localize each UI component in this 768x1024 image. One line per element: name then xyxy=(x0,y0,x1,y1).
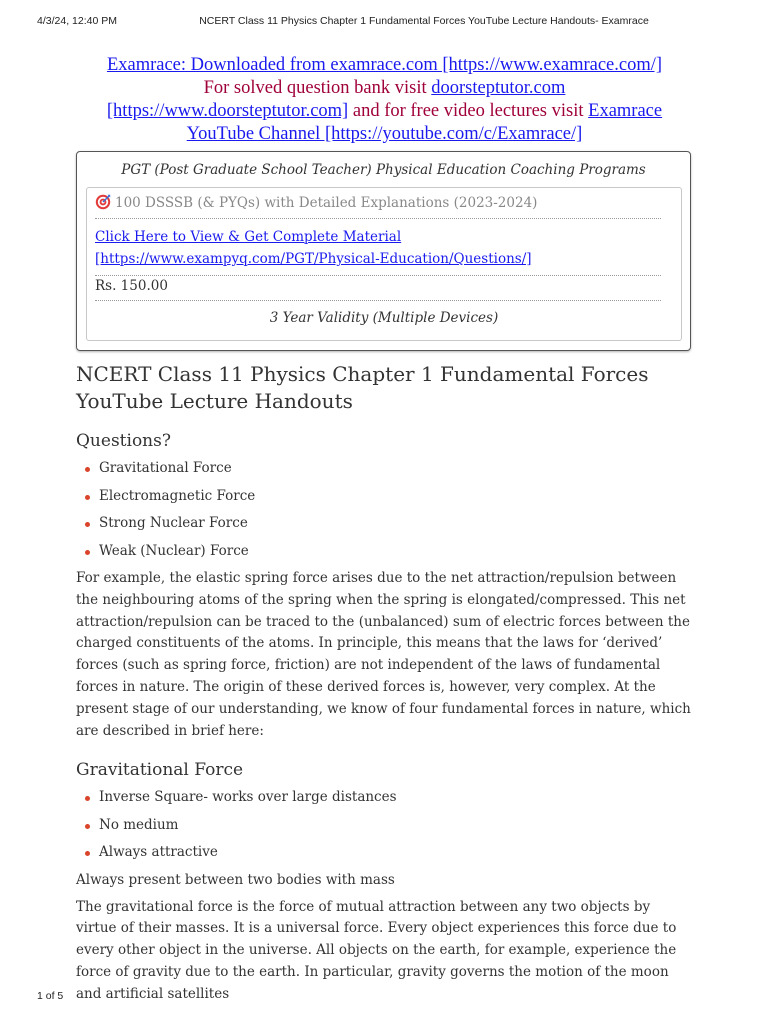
intro-paragraph: For example, the elastic spring force arises due to the net attraction/repulsion between the neighbouring atoms of the spring when the spring is elongated/compressed. This net attraction/repulsion can be traced to the (unbalanced) sum of electric forces between the charged constituents of the atoms. In principle, this means that the laws for ‘derived’ forces (such as spring force, friction) are not independent of the laws of fundamental forces in nature. The origin of these derived forces is, however, very complex. At the present stage of our understanding, we know of four fundamental forces in nature, which are described in brief here: xyxy=(76,570,691,739)
gravitational-force-heading: Gravitational Force xyxy=(76,760,244,781)
divider xyxy=(95,218,661,219)
gravity-points-list xyxy=(76,784,694,867)
list-item: Inverse Square- works over large distances xyxy=(76,784,694,812)
promo-validity: 3 Year Validity (Multiple Devices) xyxy=(269,310,499,326)
gravity-paragraph: The gravitational force is the force of mutual attraction between any two objects by virtue of their masses. It is a universal force. Every object experiences this force due to every other object in the universe. All objects on the earth, for example, experience the force of gravity due to the earth. In particular, gravity governs the motion of the moon and artificial satellites xyxy=(76,898,677,1002)
promo-card xyxy=(86,187,682,341)
examrace-youtube-link-start[interactable]: Examrace xyxy=(588,101,663,121)
promo-box xyxy=(76,151,691,351)
questions-heading: Questions? xyxy=(76,431,171,451)
list-item: Weak (Nuclear) Force xyxy=(76,538,694,566)
complete-material-link[interactable]: Click Here to View & Get Complete Material [https://www.exampyq.com/PGT/Physical-Education/Questions/] xyxy=(95,229,532,267)
question-bank-text: For solved question bank visit xyxy=(203,78,427,98)
divider xyxy=(95,300,661,301)
list-item: No medium xyxy=(76,812,694,840)
target-icon xyxy=(95,194,111,210)
promo-item-label: 100 DSSSB (& PYQs) with Detailed Explanations (2023-2024) xyxy=(115,195,538,211)
promo-heading: PGT (Post Graduate School Teacher) Physical Education Coaching Programs xyxy=(121,162,646,178)
list-item: Strong Nuclear Force xyxy=(76,510,694,538)
video-lectures-text: and for free video lectures visit xyxy=(352,101,584,121)
list-item: Always attractive xyxy=(76,839,694,867)
article xyxy=(76,361,694,1006)
examrace-banner xyxy=(76,54,693,146)
list-item: Electromagnetic Force xyxy=(76,483,694,511)
print-header xyxy=(37,15,731,31)
examrace-download-link[interactable]: Examrace: Downloaded from examrace.com [https://www.examrace.com/] xyxy=(106,55,663,75)
questions-list xyxy=(76,455,694,565)
article-title: NCERT Class 11 Physics Chapter 1 Fundamental Forces YouTube Lecture Handouts xyxy=(76,362,649,413)
doorsteptutor-link[interactable]: doorsteptutor.com xyxy=(431,78,566,98)
print-document-title: NCERT Class 11 Physics Chapter 1 Fundamental Forces YouTube Lecture Handouts- Examrace xyxy=(199,15,649,27)
doorsteptutor-url-link[interactable]: [https://www.doorsteptutor.com] xyxy=(106,101,349,121)
divider xyxy=(95,275,661,276)
page-number: 1 of 5 xyxy=(37,990,64,1002)
examrace-youtube-link[interactable]: YouTube Channel [https://youtube.com/c/Examrace/] xyxy=(186,124,583,144)
print-datetime: 4/3/24, 12:40 PM xyxy=(37,15,117,27)
promo-price: Rs. 150.00 xyxy=(95,278,168,294)
gravity-note: Always present between two bodies with mass xyxy=(76,871,395,888)
list-item: Gravitational Force xyxy=(76,455,694,483)
promo-item xyxy=(95,192,673,214)
